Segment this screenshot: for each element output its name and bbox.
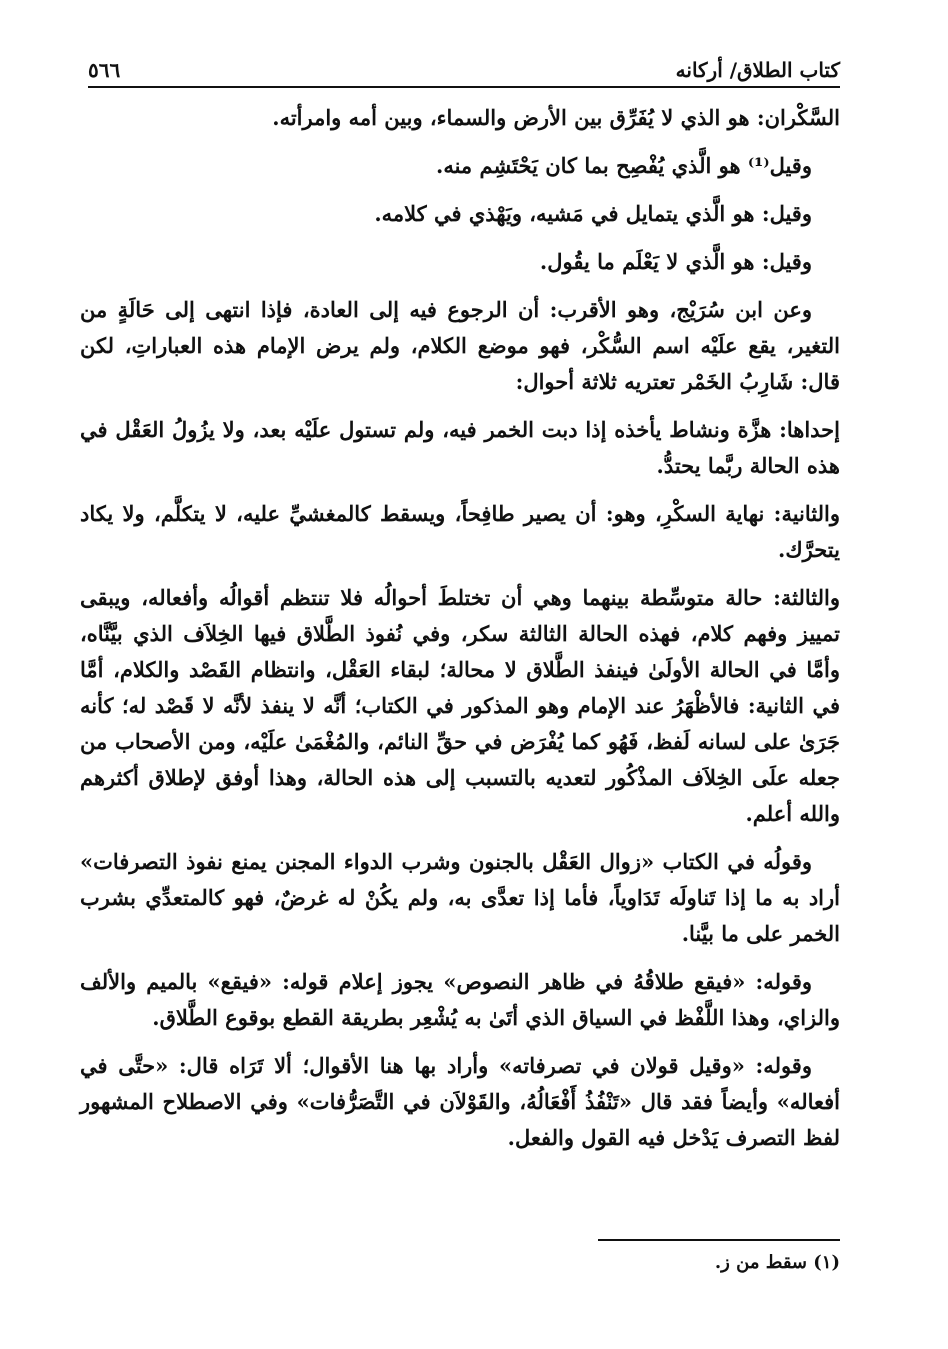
paragraph: وقيل⁽¹⁾ هو الَّذي يُفْصِح بما كان يَحْتَشِم منه. [436,153,812,178]
paragraph: وقوله: «فيقع طلاقُهُ في ظاهر النصوص» يجوز إعلام قوله: «فيقع» بالميم والألف والزاي، وهذا اللَّفْظ في السياق الذي أتَىٰ به يُشْعِر بطريقة القطع بوقوع الطَّلاق. [80,969,840,1030]
footnote-separator [598,1239,840,1241]
paragraph: والثانية: نهاية السكْرِ، وهو: أن يصير طافِحاً، ويسقط كالمغشيِّ عليه، لا يتكلَّم، ولا يكاد يتحرَّك. [80,501,840,562]
paragraph: إحداها: هزَّة ونشاط يأخذه إذا دبت الخمر فيه، ولم تستول علَيْه بعد، ولا يزُولُ العَقْل في هذه الحالة ربَّما يحتدُّ. [80,417,840,478]
paragraph: وقولُه في الكتاب «زوال العَقْل بالجنون وشرب الدواء المجنن يمنع نفوذ التصرفات» أراد به ما إذا تَناولَه تَدَاوياً، فأما إذا تعدَّى به، ولم يكُنْ له غرضٌ، فهو كالمتعدِّي بشرب الخمر على ما بيَّنا. [80,849,840,946]
page-header [88,38,840,88]
main-text [80,100,840,1168]
paragraph: السَّكْران: هو الذي لا يُفَرِّق بين الأرض والسماء، وبين أمه وامرأته. [272,105,840,130]
paragraph: والثالثة: حالة متوسِّطة بينهما وهي أن تختلطَ أحوالُه فلا تنتظم أقوالُه وأفعاله، ويبقى تمييز وفهم كلام، فهذه الحالة الثالثة سكر، وفي نُفوذ الطَّلاق فيها الخِلاَف الذي بيَّنَّاه، وأمَّا في الحالة الأولَىٰ فينفذ الطَّلاق لا محالة؛ لبقاء العَقْل، وانتظام القَصْد والكلام، أمَّا في الثانية: فالأظْهَرُ عند الإمام وهو المذكور في الكتاب؛ أنَّه لا ينفذ لأنَّه لا قَصْد له؛ كأنه جَرَىٰ على لسانه لَفظ، فَهُو كما يُفْرَض في حقِّ النائم، والمُغْمَىٰ علَيْه، ومن الأصحاب من جعله علَى الخِلاَف المذْكُور لتعديه بالتسبب إلى هذه الحالة، وهذا أوفق لإطلاق أكثرهم والله أعلم. [80,585,840,826]
paragraph: وقيل: هو الَّذي لا يَعْلَم ما يقُول. [539,249,812,274]
paragraph: وعن ابن سُرَيْج، وهو الأقرب: أن الرجوع فيه إلى العادة، فإذا انتهى إلى حَالَةٍ من التغير، يقع علَيْه اسم السُّكْر، فهو موضع الكلام، ولم يرض الإمام هذه العباراتِ، لكن قال: شَارِبُ الخَمْر تعتريه ثلاثة أحوال: [80,297,840,394]
paragraph: وقيل: هو الَّذي يتمايل في مَشيه، ويَهْذي في كلامه. [374,201,812,226]
footnote: (١) سقط من ز. [714,1252,840,1273]
page-number: ٥٦٦ [88,58,121,82]
running-title: كتاب الطلاق/ أركانه [675,58,840,82]
paragraph: وقوله: «وقيل قولان في تصرفاته» وأراد بها هنا الأقوال؛ ألا تَرَاه قال: «حتَّى في أفعاله» وأيضاً فقد قال «تَنْفُذُ أَفْعَالُهُ، والقَوْلاَن في التَّصَرُّفات» وفي الاصطلاح المشهور لفظ التصرف يَدْخل فيه القول والفعل. [80,1053,840,1150]
